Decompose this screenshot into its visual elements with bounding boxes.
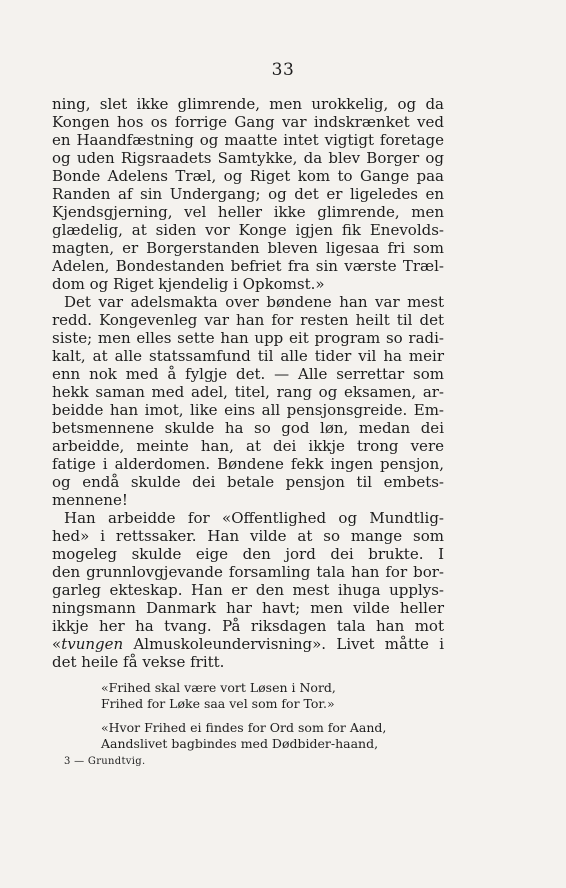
text-line: Det var adelsmakta over bøndene han var mest [64, 293, 444, 311]
text-line: ning, slet ikke glimrende, men urokkelig, og da [52, 95, 444, 113]
text-line: dom og Riget kjendelig i Opkomst.» [52, 275, 325, 293]
signature-mark: 3 — Grundtvig. [64, 756, 146, 767]
text-line: ikkje her ha tvang. På riksdagen tala han mot [52, 617, 444, 635]
text-line: siste; men elles sette han upp eit program so radi- [52, 329, 444, 347]
paragraph-3 [52, 509, 444, 671]
text-fragment: « [52, 635, 62, 653]
text-line: beidde han imot, like eins all pensjonsgreide. Em- [52, 401, 444, 419]
text-line: fatige i alderdomen. Bøndene fekk ingen pensjon, [52, 455, 444, 473]
text-line: Randen af sin Undergang; og det er ligeledes en [52, 185, 444, 203]
text-line: mogeleg skulde eige den jord dei brukte. I [52, 545, 444, 563]
body-text [52, 95, 444, 671]
italic-word: tvungen [61, 635, 124, 653]
text-line: og uden Rigsraadets Samtykke, da blev Borger og [52, 149, 444, 167]
text-line: mennene! [52, 491, 128, 509]
text-line: og endå skulde dei betale pensjon til embets- [52, 473, 444, 491]
paragraph-1 [52, 95, 444, 293]
text-line: betsmennene skulde ha so god løn, medan dei [52, 419, 444, 437]
text-line: en Haandfæstning og maatte intet vigtigt foretage [52, 131, 444, 149]
verse-line: «Hvor Frihed ei findes for Ord som for Aand, [101, 720, 387, 735]
text-line: hed» i rettssaker. Han vilde at so mange som [52, 527, 444, 545]
text-line: Kjendsgjerning, vel heller ikke glimrende, men [52, 203, 444, 221]
text-line: Kongen hos os forrige Gang var indskrænket ved [52, 113, 444, 131]
text-line: arbeidde, meinte han, at dei ikkje trong vere [52, 437, 444, 455]
text-line: kalt, at alle statssamfund til alle tider vil ha meir [52, 347, 444, 365]
verse-quote-1 [101, 680, 431, 712]
verse-quote-2 [101, 720, 431, 752]
text-line: Han arbeidde for «Offentlighed og Mundtlig- [64, 509, 444, 527]
verse-line: Frihed for Løke saa vel som for Tor.» [101, 696, 335, 711]
text-line: det heile få vekse fritt. [52, 653, 225, 671]
text-line: hekk saman med adel, titel, rang og eksamen, ar- [52, 383, 444, 401]
text-line: ningsmann Danmark har havt; men vilde heller [52, 599, 444, 617]
text-line: Bonde Adelens Træl, og Riget kom to Gange paa [52, 167, 444, 185]
text-line-italic [52, 635, 444, 653]
text-line: enn nok med å fylgje det. — Alle serrettar som [52, 365, 444, 383]
page-number: 33 [271, 60, 295, 80]
verse-line: «Frihed skal være vort Løsen i Nord, [101, 680, 336, 695]
text-line: garleg ekteskap. Han er den mest ihuga upplys- [52, 581, 444, 599]
text-fragment: Almuskoleundervisning». Livet måtte i [123, 635, 444, 653]
verse-line: Aandslivet bagbindes med Dødbider-haand, [101, 736, 379, 751]
paragraph-2 [52, 293, 444, 509]
text-line: redd. Kongevenleg var han for resten heilt til det [52, 311, 444, 329]
text-line: magten, er Borgerstanden bleven ligesaa fri som [52, 239, 444, 257]
text-line: glædelig, at siden vor Konge igjen fik Enevolds- [52, 221, 444, 239]
text-line: den grunnlovgjevande forsamling tala han for bor- [52, 563, 444, 581]
text-line: Adelen, Bondestanden befriet fra sin værste Træl- [52, 257, 444, 275]
